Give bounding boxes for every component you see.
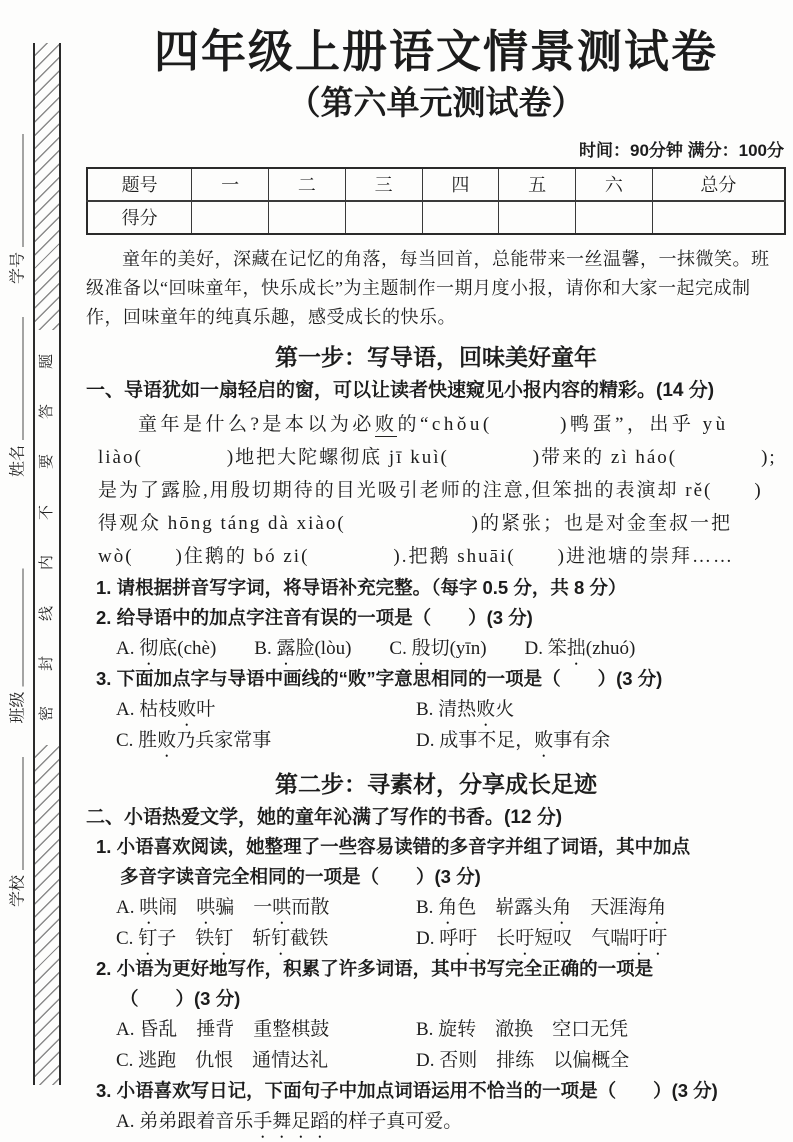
time-and-score-meta: 时间：90分钟 满分：100分 — [579, 140, 784, 160]
section2-question1-line2: 多音字读音完全相同的一项是（ ）(3 分) — [120, 866, 481, 888]
paper-title: 四年级上册语文情景测试卷 — [153, 26, 718, 77]
school-field — [5, 757, 28, 907]
passage-line: 得观众 hōng táng dà xiào( )的紧张；也是对金奎叔一把 — [98, 512, 733, 534]
student-name-field — [5, 317, 28, 477]
class-blank-line — [9, 569, 23, 687]
option-d: D. 否则 排练 以偏概全 — [416, 1050, 630, 1072]
score-empty-cell — [576, 201, 653, 234]
score-header-cell: 五 — [499, 168, 576, 201]
score-empty-cell — [499, 201, 576, 234]
section2-title: 二、小语热爱文学，她的童年沁满了写作的书香。(12 分) — [86, 806, 563, 828]
option-a: A. 昏乱 捶背 重整棋鼓 — [116, 1019, 330, 1041]
intro-paragraph: 童年的美好，深藏在记忆的角落，每当回首，总能带来一丝温馨，一抹微笑。班级准备以“回味童年，快乐成长”为主题制作一期月度小报，请你和大家一起完成制作，回味童年的纯真乐趣，感受成长的快乐。 — [86, 248, 770, 327]
option-d: D. 呼吁 长吁短叹 气喘吁吁 — [416, 928, 668, 950]
section1-question1: 1. 请根据拼音写字词，将导语补充完整。（每字 0.5 分，共 8 分） — [96, 576, 627, 598]
seal-line-band — [33, 43, 61, 1085]
option-c: C. 钉子 铁钉 斩钉截铁 — [116, 928, 329, 950]
paper-body — [86, 26, 786, 1137]
school-label: 学校 — [9, 874, 27, 907]
score-header-cell: 题号 — [87, 168, 192, 201]
pinyin-passage — [86, 408, 786, 573]
score-empty-cell — [345, 201, 422, 234]
option-b: B. 清热败火 — [416, 698, 515, 720]
score-table — [86, 167, 786, 235]
section1-question3-options-row1 — [86, 694, 786, 725]
student-name-label: 姓名 — [9, 444, 27, 477]
section2-question1-line1: 1. 小语喜欢阅读，她整理了一些容易读错的多音字并组了词语，其中加点 — [96, 836, 691, 858]
option-a: A. 哄闹 哄骗 一哄而散 — [116, 897, 330, 919]
class-field — [5, 569, 28, 724]
score-header-cell: 六 — [576, 168, 653, 201]
section2-question2-options-row1 — [86, 1014, 786, 1045]
score-header-cell: 三 — [345, 168, 422, 201]
score-table-header-row — [87, 168, 785, 201]
section2-question2-line1: 2. 小语为更好地写作，积累了许多词语，其中书写完全正确的一项是 — [96, 958, 654, 980]
section1-question2: 2. 给导语中的加点字注音有误的一项是（ ）(3 分) — [96, 606, 533, 628]
paper-subtitle: （第六单元测试卷） — [287, 83, 585, 121]
score-empty-cell — [192, 201, 269, 234]
option-a: A. 枯枝败叶 — [116, 698, 216, 720]
step2-heading: 第二步：寻素材，分享成长足迹 — [275, 770, 597, 797]
option-b: B. 旋转 澈换 空口无凭 — [416, 1019, 629, 1041]
score-row-label: 得分 — [87, 201, 192, 234]
score-empty-cell — [422, 201, 499, 234]
student-number-field — [5, 134, 28, 284]
section2-question2-line2: （ ）(3 分) — [120, 988, 241, 1010]
section1-question3-options-row2 — [86, 725, 786, 756]
option-c: C. 胜败乃兵家常事 — [116, 729, 272, 751]
section2-question2-options-row2 — [86, 1045, 786, 1076]
score-header-cell: 二 — [268, 168, 345, 201]
step1-heading: 第一步：写导语，回味美好童年 — [275, 344, 597, 371]
section1-title: 一、导语犹如一扇轻启的窗，可以让读者快速窥见小报内容的精彩。(14 分) — [86, 380, 715, 402]
score-empty-cell — [268, 201, 345, 234]
seal-line-text: 题 答 要 不 内 线 封 密 — [38, 353, 56, 722]
score-header-cell: 总分 — [652, 168, 785, 201]
passage-line: 童年是什么?是本以为必败的“chǒu( )鸭蛋”，出乎 yù — [138, 413, 729, 435]
section1-question2-options: A. 彻底(chè) B. 露脸(lòu) C. 殷切(yīn) D. 笨拙(zhuó) — [116, 637, 636, 659]
student-number-blank-line — [9, 134, 23, 247]
section2-question3: 3. 小语喜欢写日记，下面句子中加点词语运用不恰当的一项是（ ）(3 分) — [96, 1080, 718, 1102]
school-blank-line — [9, 757, 23, 870]
student-name-blank-line — [9, 317, 23, 440]
section2-question1-options-row2 — [86, 923, 786, 954]
option-c: C. 逃跑 仇恨 通情达礼 — [116, 1050, 329, 1072]
passage-line: liào( )地把大陀螺彻底 jī kuì( )带来的 zì háo( ); — [98, 446, 777, 468]
passage-line: wò( )住鹅的 bó zi( ).把鹅 shuāi( )进池塘的崇拜…… — [98, 545, 735, 567]
section2-question1-options-row1 — [86, 892, 786, 923]
class-label: 班级 — [9, 691, 27, 724]
hatch-pattern-top — [35, 43, 59, 330]
hatch-pattern-bottom — [35, 745, 59, 1085]
section2-question3-option-a: A. 弟弟跟着音乐手舞足蹈的样子真可爱。 — [116, 1111, 463, 1133]
score-header-cell: 四 — [422, 168, 499, 201]
student-number-label: 学号 — [9, 251, 27, 284]
option-d: D. 成事不足，败事有余 — [416, 729, 611, 751]
option-b: B. 角色 崭露头角 天涯海角 — [416, 897, 667, 919]
score-empty-cell — [652, 201, 785, 234]
score-header-cell: 一 — [192, 168, 269, 201]
passage-line: 是为了露脸,用殷切期待的目光吸引老师的注意,但笨拙的表演却 rě( ) — [98, 479, 763, 501]
section1-question3: 3. 下面加点字与导语中画线的“败”字意思相同的一项是（ ）(3 分) — [96, 667, 663, 689]
score-table-score-row — [87, 201, 785, 234]
